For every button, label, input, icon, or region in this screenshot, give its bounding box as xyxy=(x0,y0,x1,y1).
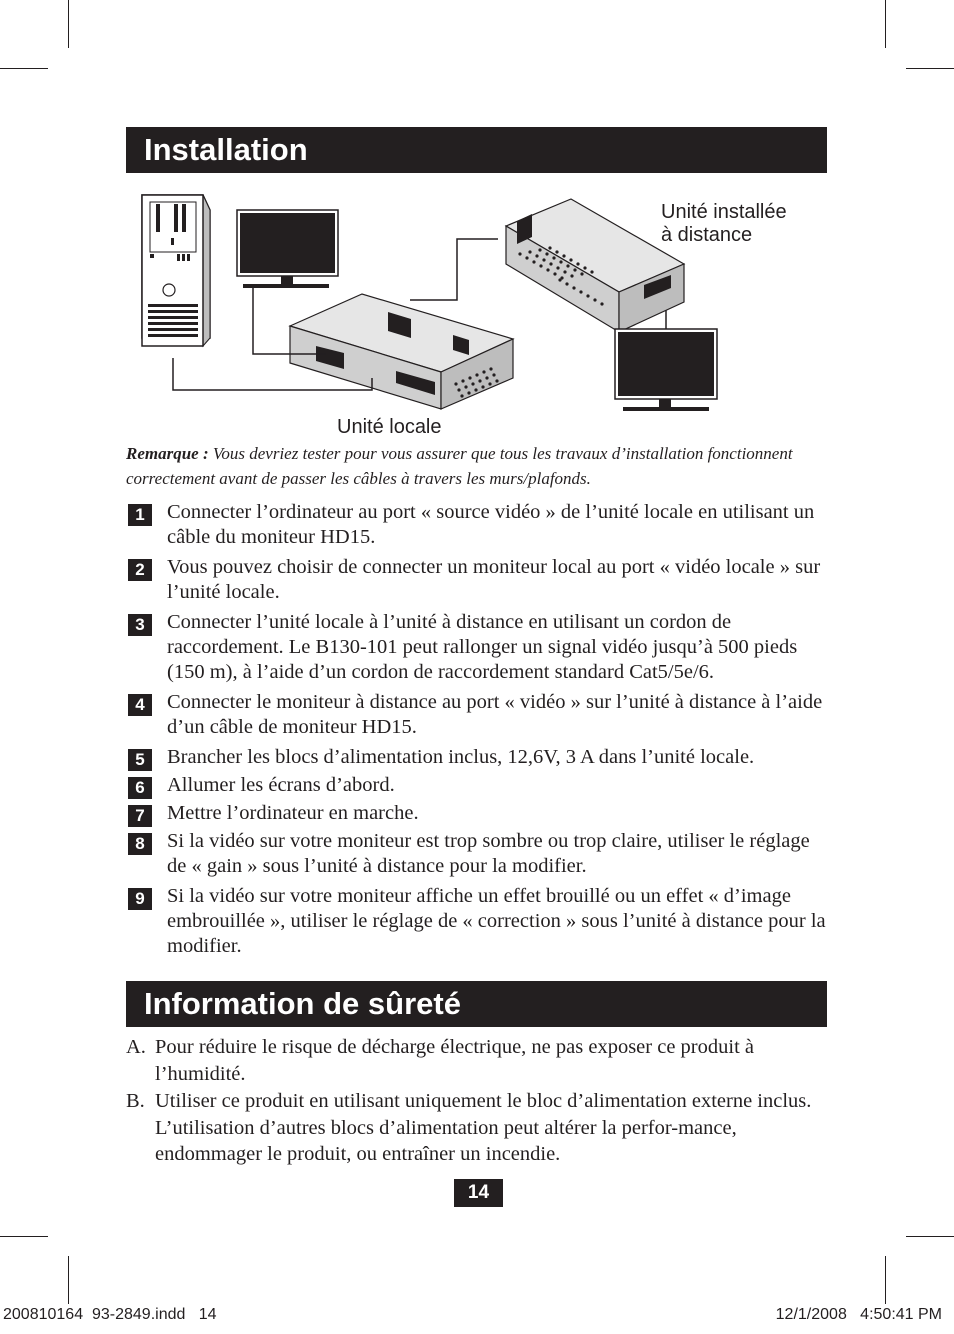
remote-monitor-icon xyxy=(615,329,717,411)
installation-steps xyxy=(128,500,833,959)
computer-tower-icon xyxy=(142,195,210,346)
step-text: Si la vidéo sur votre moniteur affiche un effet brouillé ou un effet « d’image embrouillée », utiliser le réglage de « correction » sous l’unité à distance pour la modifier. xyxy=(167,885,826,957)
safety-item-letter: A. xyxy=(126,1036,146,1058)
step-number: 9 xyxy=(128,888,152,910)
safety-item-text: Utiliser ce produit en utilisant uniquement le bloc d’alimentation externe inclus. L’utilisation d’autres blocs d’alimentation peut altérer la perfor-mance, endommager le produit, ou entraîner un incendie. xyxy=(155,1090,812,1165)
safety-item xyxy=(126,1034,826,1087)
installation-note xyxy=(126,441,826,491)
safety-item-letter: B. xyxy=(126,1090,145,1112)
step-text: Connecter l’unité locale à l’unité à distance en utilisant un cordon de raccordement. Le B130-101 peut rallonger un signal vidéo jusqu’à 500 pieds (150 m), à l’aide d’un cordon de raccordement standard Cat5/5e/6. xyxy=(167,611,798,683)
page-number: 14 xyxy=(454,1179,503,1207)
remote-unit-label-line2: à distance xyxy=(661,224,753,246)
local-unit-label: Unité locale xyxy=(337,416,442,438)
crop-mark xyxy=(0,68,48,69)
step-text: Brancher les blocs d’alimentation inclus, 12,6V, 3 A dans l’unité locale. xyxy=(167,746,755,768)
safety-item xyxy=(126,1088,826,1168)
step-item xyxy=(128,690,833,740)
local-unit-box-icon xyxy=(290,294,513,409)
step-item xyxy=(128,555,833,605)
remote-unit-label: Unité installée xyxy=(661,201,787,223)
step-number: 6 xyxy=(128,777,152,799)
step-number: 7 xyxy=(128,805,152,827)
step-item xyxy=(128,610,833,685)
step-number: 4 xyxy=(128,694,152,716)
crop-mark xyxy=(68,0,69,48)
note-text: Vous devriez tester pour vous assurer que tous les travaux d’installation fonctionnent correctement avant de passer les câbles à travers les murs/plafonds. xyxy=(126,444,793,488)
step-item xyxy=(128,773,833,798)
step-item xyxy=(128,884,833,959)
step-number: 3 xyxy=(128,614,152,636)
safety-heading: Information de sûreté xyxy=(126,981,827,1027)
step-item xyxy=(128,829,833,879)
step-item xyxy=(128,801,833,826)
installation-heading: Installation xyxy=(126,127,827,173)
step-text: Connecter le moniteur à distance au port « vidéo » sur l’unité à distance à l’aide d’un câble de moniteur HD15. xyxy=(167,691,823,738)
installation-diagram xyxy=(126,188,827,443)
step-text: Vous pouvez choisir de connecter un moniteur local au port « vidéo locale » sur l’unité locale. xyxy=(167,556,821,603)
crop-mark xyxy=(0,1236,48,1237)
slug-timestamp: 12/1/2008 4:50:41 PM xyxy=(775,1306,942,1323)
crop-mark xyxy=(68,1256,69,1304)
step-number: 5 xyxy=(128,749,152,771)
step-text: Connecter l’ordinateur au port « source vidéo » de l’unité locale en utilisant un câble du moniteur HD15. xyxy=(167,501,815,548)
note-label: Remarque : xyxy=(126,444,209,463)
slug-file-info: 200810164 93-2849.indd 14 xyxy=(3,1306,217,1323)
local-monitor-icon xyxy=(237,210,338,288)
step-text: Si la vidéo sur votre moniteur est trop sombre ou trop claire, utiliser le réglage de « gain » sous l’unité à distance pour la modifier. xyxy=(167,830,810,877)
step-number: 8 xyxy=(128,833,152,855)
step-item xyxy=(128,745,833,770)
step-item xyxy=(128,500,833,550)
crop-mark xyxy=(906,68,954,69)
safety-item-text: Pour réduire le risque de décharge électrique, ne pas exposer ce produit à l’humidité. xyxy=(155,1036,754,1085)
step-text: Mettre l’ordinateur en marche. xyxy=(167,802,419,824)
crop-mark xyxy=(885,1256,886,1304)
step-number: 2 xyxy=(128,559,152,581)
remote-unit-box-icon xyxy=(506,199,684,332)
step-text: Allumer les écrans d’abord. xyxy=(167,774,395,796)
crop-mark xyxy=(906,1236,954,1237)
safety-list xyxy=(126,1034,826,1169)
crop-mark xyxy=(885,0,886,48)
step-number: 1 xyxy=(128,504,152,526)
